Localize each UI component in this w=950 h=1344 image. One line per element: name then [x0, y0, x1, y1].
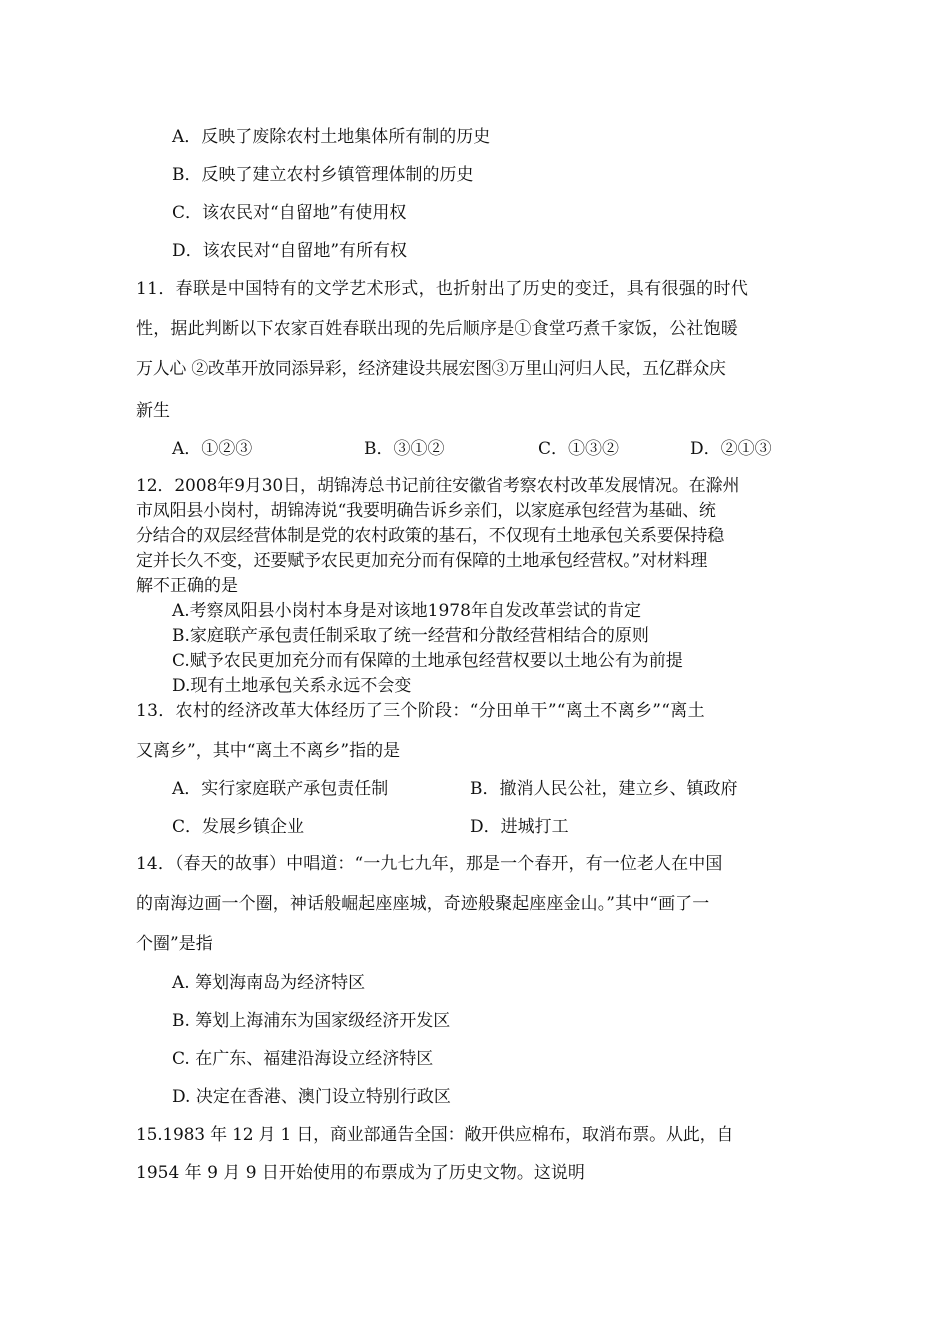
q15-stem-line-2: 1954 年 9 月 9 日开始使用的布票成为了历史文物。这说明	[136, 1163, 585, 1183]
q11-stem-line-3: 万人心 ②改革开放同添异彩，经济建设共展宏图③万里山河归人民，五亿群众庆	[136, 359, 726, 379]
q13-stem-line-2: 又离乡”，其中“离土不离乡”指的是	[136, 741, 401, 761]
q11-stem-line-2: 性，据此判断以下农家百姓春联出现的先后顺序是①食堂巧煮千家饭，公社饱暖	[136, 319, 738, 339]
q10-option-b: B．反映了建立农村乡镇管理体制的历史	[172, 165, 474, 185]
q12-stem-line-1: 12．2008年9月30日，胡锦涛总书记前往安徽省考察农村改革发展情况。在滁州	[136, 476, 740, 496]
q10-option-c: C．该农民对“自留地”有使用权	[172, 203, 407, 223]
q12-option-d: D.现有土地承包关系永远不会变	[172, 676, 412, 696]
q13-option-c: C．发展乡镇企业	[172, 817, 305, 837]
q14-stem-line-1: 14．（春天的故事）中唱道：“一九七九年，那是一个春开，有一位老人在中国	[136, 854, 723, 874]
q14-stem-line-2: 的南海边画一个圈，神话般崛起座座城，奇迹般聚起座座金山。”其中“画了一	[136, 894, 710, 914]
q11-option-c: C．①③②	[538, 439, 620, 459]
q12-stem-line-2: 市凤阳县小岗村，胡锦涛说“我要明确告诉乡亲们，以家庭承包经营为基础、统	[136, 501, 716, 521]
q11-stem-line-4: 新生	[136, 401, 170, 421]
q14-option-d: D. 决定在香港、澳门设立特别行政区	[172, 1087, 451, 1107]
q12-option-c: C.赋予农民更加充分而有保障的土地承包经营权要以土地公有为前提	[172, 651, 683, 671]
q13-option-d: D．进城打工	[470, 817, 569, 837]
q14-option-a: A. 筹划海南岛为经济特区	[172, 973, 366, 993]
q14-stem-line-3: 个圈”是指	[136, 934, 213, 954]
q11-option-d: D．②①③	[690, 439, 772, 459]
q10-option-d: D．该农民对“自留地”有所有权	[172, 241, 408, 261]
q12-option-b: B.家庭联产承包责任制采取了统一经营和分散经营相结合的原则	[172, 626, 649, 646]
q13-option-a: A．实行家庭联产承包责任制	[172, 779, 389, 799]
q14-option-c: C. 在广东、福建沿海设立经济特区	[172, 1049, 434, 1069]
q12-stem-line-5: 解不正确的是	[136, 576, 238, 596]
q14-option-b: B. 筹划上海浦东为国家级经济开发区	[172, 1011, 451, 1031]
q12-stem-line-4: 定并长久不变，还要赋予农民更加充分而有保障的土地承包经营权。”对材料理	[136, 551, 708, 571]
q13-option-b: B．撤消人民公社，建立乡、镇政府	[470, 779, 738, 799]
q15-stem-line-1: 15.1983 年 12 月 1 日，商业部通告全国：敞开供应棉布，取消布票。从此，自	[136, 1125, 734, 1145]
q11-option-a: A．①②③	[172, 439, 253, 459]
q12-option-a: A.考察凤阳县小岗村本身是对该地1978年自发改革尝试的肯定	[172, 601, 641, 621]
q13-stem-line-1: 13．农村的经济改革大体经历了三个阶段：“分田单干”“离土不离乡”“离土	[136, 701, 705, 721]
q11-option-b: B．③①②	[364, 439, 445, 459]
q10-option-a: A．反映了废除农村土地集体所有制的历史	[172, 127, 491, 147]
q11-stem-line-1: 11．春联是中国特有的文学艺术形式，也折射出了历史的变迁，具有很强的时代	[136, 279, 749, 299]
q12-stem-line-3: 分结合的双层经营体制是党的农村政策的基石，不仅现有土地承包关系要保持稳	[136, 526, 724, 546]
